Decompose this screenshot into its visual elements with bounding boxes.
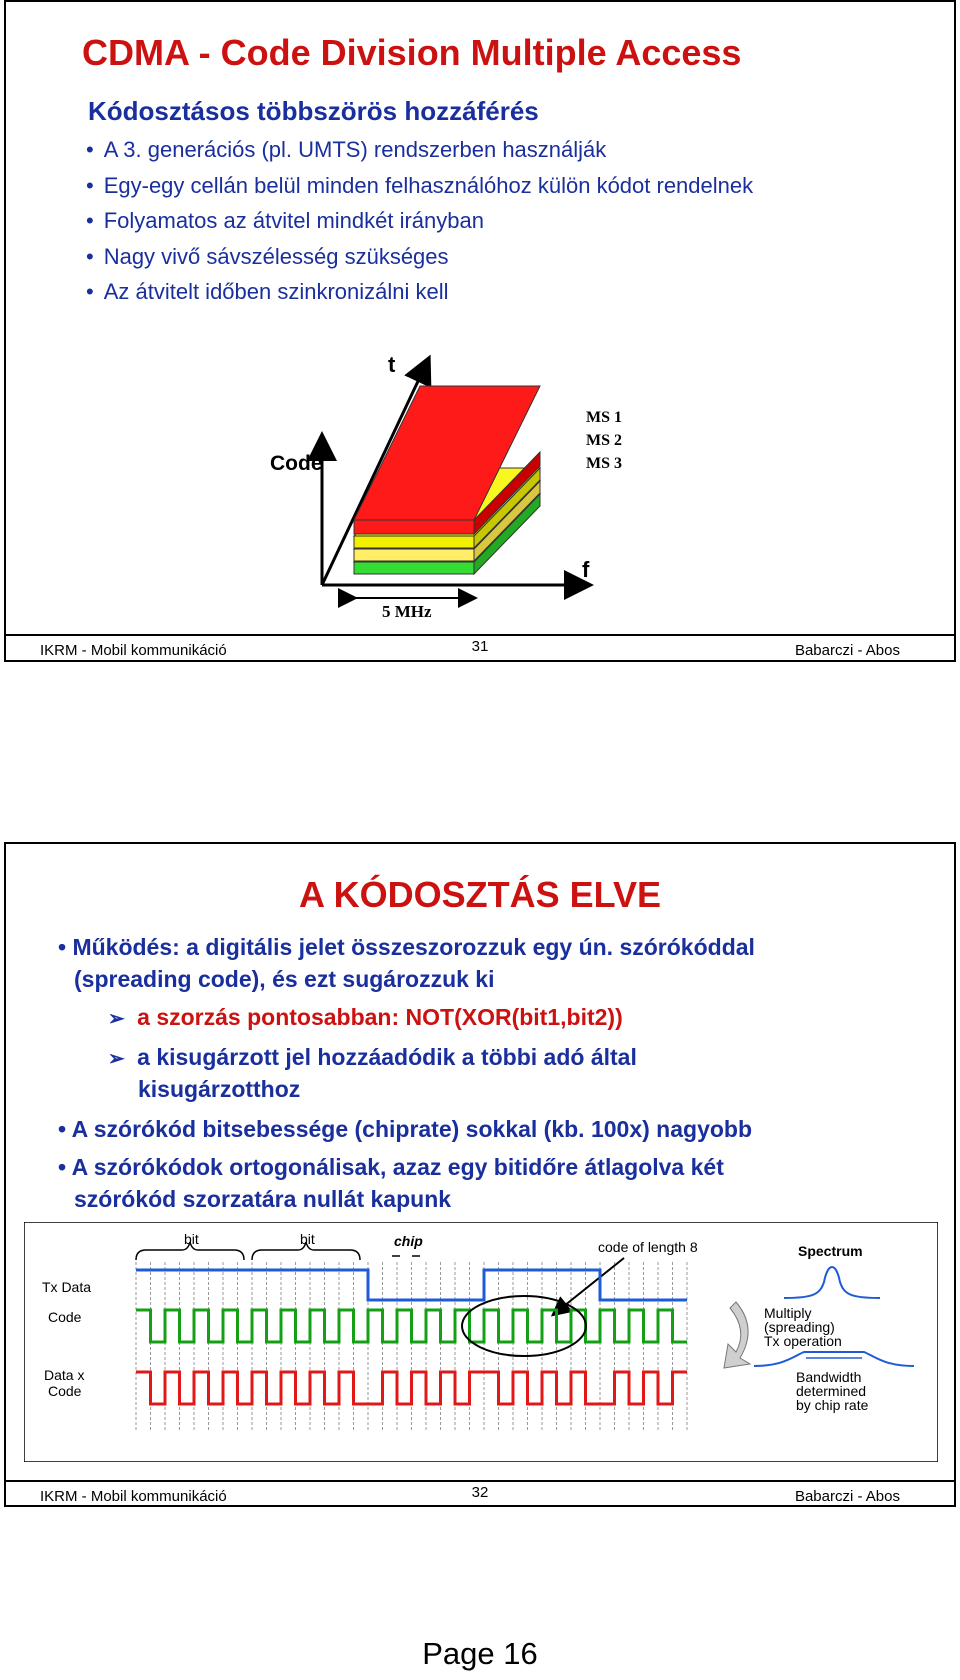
sub-bullet-text: a kisugárzott jel hozzáadódik a többi adó által xyxy=(137,1044,637,1070)
slide-31 xyxy=(4,0,956,662)
slide-title: A KÓDOSZTÁS ELVE xyxy=(298,874,662,915)
sub-bullet-item xyxy=(108,1044,637,1071)
multiply-line-2: (spreading) xyxy=(764,1319,835,1335)
slide-subtitle: Kódosztásos többszörös hozzáférés xyxy=(88,96,539,126)
cdma-diagram xyxy=(262,342,662,622)
bullet-item: • Nagy vivő sávszélesség szükséges xyxy=(86,242,753,278)
ms1-label: MS 1 xyxy=(586,409,622,426)
bit-label-1: bit xyxy=(184,1231,199,1247)
footer-course: IKRM - Mobil kommunikáció xyxy=(40,642,227,659)
multiply-line-3: Tx operation xyxy=(764,1333,842,1349)
row-label-product-1: Data x xyxy=(44,1367,85,1383)
chip-label: chip xyxy=(394,1233,423,1249)
bandwidth-line-1: Bandwidth xyxy=(796,1369,862,1385)
bullet-item xyxy=(58,1154,724,1181)
bullet-glyph: • xyxy=(58,934,67,960)
bullet-text: Működés: a digitális jelet összeszorozzuk egy ún. szórókóddal xyxy=(72,934,755,960)
sub-bullet-text: a szorzás pontosabban: NOT(XOR(bit1,bit2)) xyxy=(137,1004,623,1030)
slide-footer xyxy=(6,1480,954,1508)
bullet-glyph: • xyxy=(58,1154,67,1180)
spreading-diagram xyxy=(24,1222,938,1462)
bullet-text: A szórókódok ortogonálisak, azaz egy bitidőre átlagolva két xyxy=(71,1154,724,1180)
footer-authors: Babarczi - Abos xyxy=(794,642,900,659)
bullet-item: • Folyamatos az átvitel mindkét irányban xyxy=(86,206,753,242)
footer-slide-number: 31 xyxy=(471,638,489,655)
bullet-glyph: • xyxy=(58,1116,67,1142)
axis-code-label: Code xyxy=(270,452,323,475)
bullet-item xyxy=(58,934,755,961)
axis-t-label: t xyxy=(388,352,396,377)
bit-label-2: bit xyxy=(300,1231,315,1247)
row-label-code: Code xyxy=(48,1309,82,1325)
bandwidth-line-3: by chip rate xyxy=(796,1397,869,1413)
sub-bullet-item xyxy=(108,1004,623,1031)
bullet-item xyxy=(58,1116,752,1143)
bullet-list xyxy=(86,135,753,313)
ms2-label: MS 2 xyxy=(586,432,622,449)
multiply-line-1: Multiply xyxy=(764,1305,812,1321)
bullet-continuation: (spreading code), és ezt sugározzuk ki xyxy=(74,966,495,992)
ms3-label: MS 3 xyxy=(586,455,622,472)
bullet-continuation: szórókód szorzatára nullát kapunk xyxy=(74,1186,452,1212)
footer-authors: Babarczi - Abos xyxy=(794,1488,900,1505)
bandwidth-label: 5 MHz xyxy=(382,602,432,621)
bandwidth-line-2: determined xyxy=(796,1383,867,1399)
bullet-text: A szórókód bitsebessége (chiprate) sokkal (kb. 100x) nagyobb xyxy=(71,1116,753,1142)
bullet-item: • A 3. generációs (pl. UMTS) rendszerben használják xyxy=(86,135,753,171)
slide-footer xyxy=(6,634,954,662)
footer-course: IKRM - Mobil kommunikáció xyxy=(40,1488,227,1505)
axis-f-label: f xyxy=(582,557,590,582)
code-length-label: code of length 8 xyxy=(598,1239,698,1255)
slide-title: CDMA - Code Division Multiple Access xyxy=(82,32,742,73)
bullet-item: • Az átvitelt időben szinkronizálni kell xyxy=(86,277,753,313)
sub-bullet-continuation: kisugárzotthoz xyxy=(138,1076,301,1102)
arrow-bullet-icon: ➢ xyxy=(108,1048,125,1070)
row-label-product-2: Code xyxy=(48,1383,82,1399)
spectrum-title: Spectrum xyxy=(798,1243,863,1259)
arrow-bullet-icon: ➢ xyxy=(108,1008,125,1030)
footer-slide-number: 32 xyxy=(471,1484,489,1501)
slide-32 xyxy=(4,842,956,1507)
row-label-tx: Tx Data xyxy=(42,1279,92,1295)
page-number: Page 16 xyxy=(422,1636,538,1671)
bullet-item: • Egy-egy cellán belül minden felhasználóhoz külön kódot rendelnek xyxy=(86,171,753,207)
